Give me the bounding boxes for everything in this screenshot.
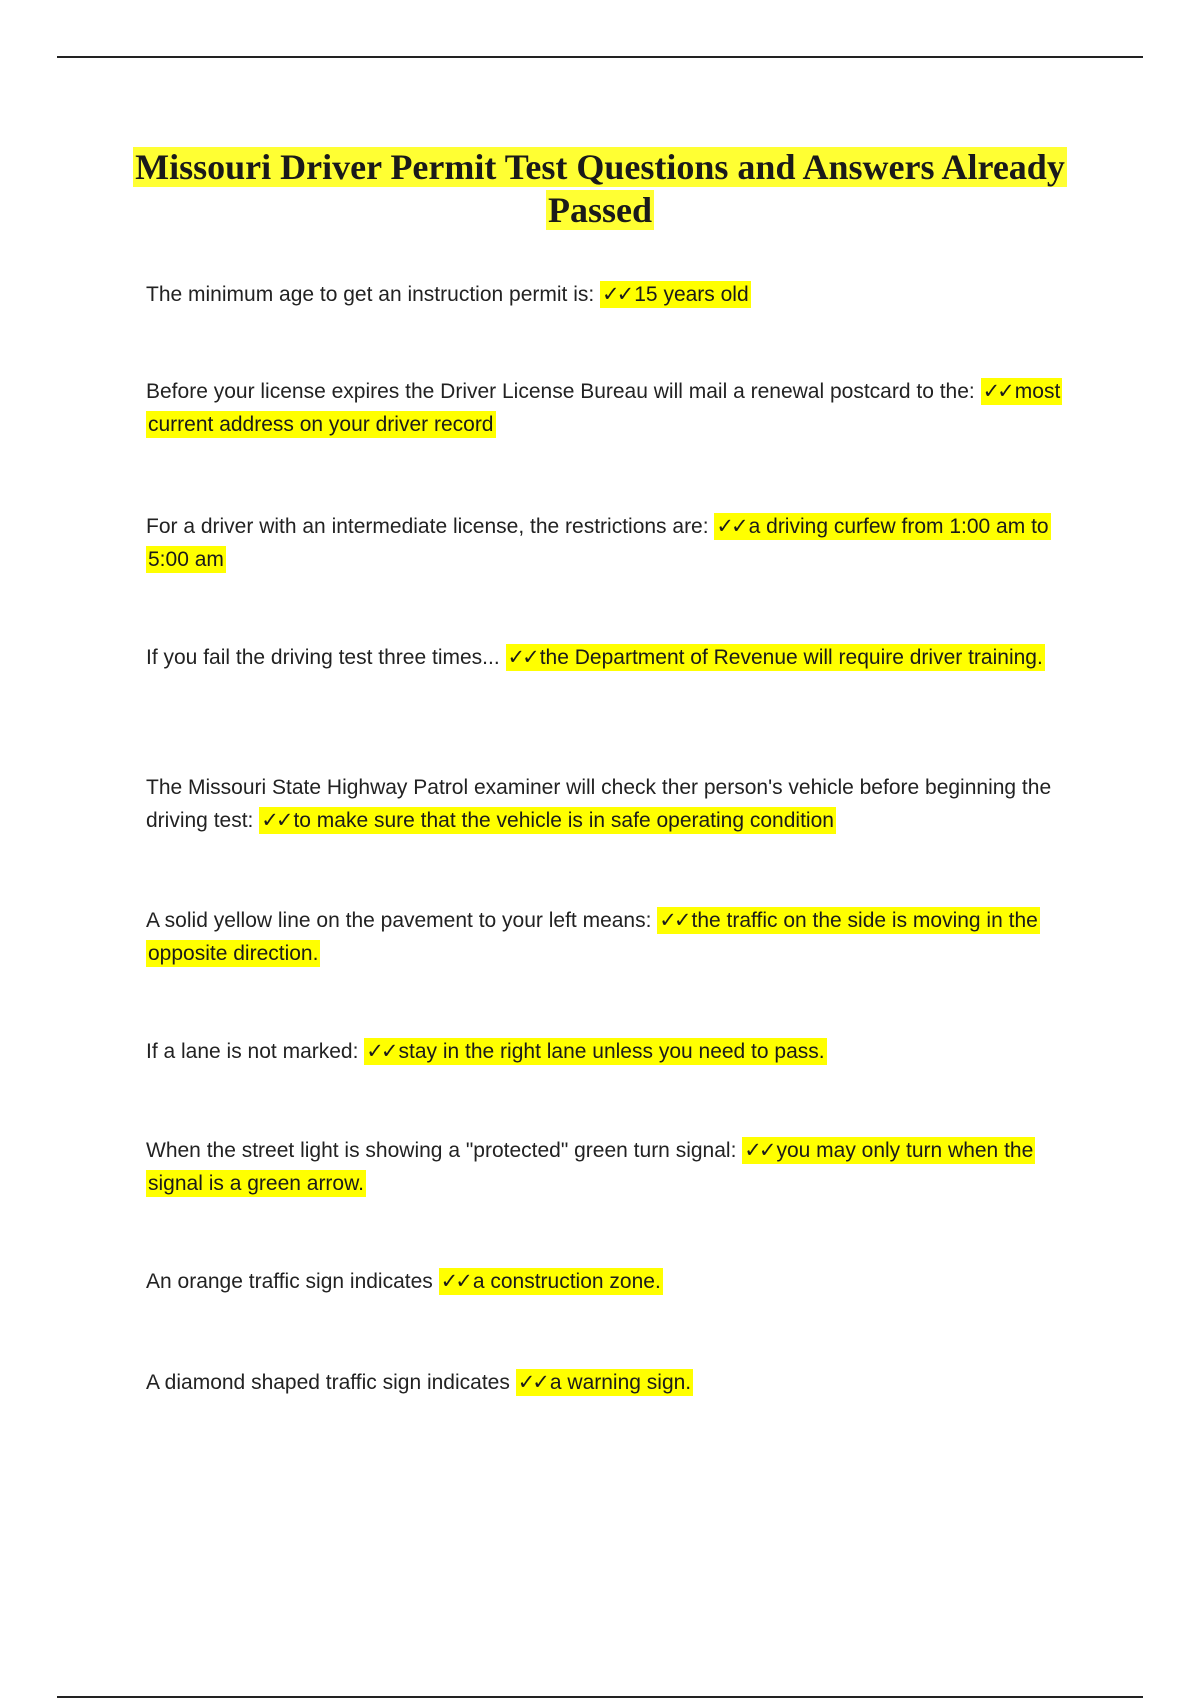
double-check-icon: ✓✓ — [602, 282, 632, 306]
answer-text: a warning sign. — [549, 1371, 692, 1394]
answer-highlight — [600, 281, 751, 308]
answer-text: to make sure that the vehicle is in safe operating condition — [293, 809, 834, 832]
answer-text: a driving curfew from 1:00 am to 5:00 am — [148, 515, 1049, 571]
question-text: A solid yellow line on the pavement to your left means: — [146, 909, 652, 932]
top-rule — [57, 56, 1143, 58]
answer-highlight — [259, 807, 836, 834]
qa-item-5 — [146, 771, 1076, 837]
qa-item-3 — [146, 510, 1076, 576]
qa-item-8 — [146, 1134, 1076, 1200]
question-text: The Missouri State Highway Patrol examiner will check ther person's vehicle before beginning the driving test: — [146, 776, 1052, 832]
question-text: For a driver with an intermediate license, the restrictions are: — [146, 515, 709, 538]
qa-item-7 — [146, 1035, 1076, 1068]
question-text: When the street light is showing a "protected" green turn signal: — [146, 1139, 737, 1162]
qa-item-4 — [146, 641, 1076, 674]
question-text: If you fail the driving test three times... — [146, 646, 500, 669]
qa-item-10 — [146, 1366, 1076, 1399]
double-check-icon: ✓✓ — [517, 1370, 547, 1394]
question-text: A diamond shaped traffic sign indicates — [146, 1371, 510, 1394]
answer-highlight — [516, 1369, 693, 1396]
question-text: An orange traffic sign indicates — [146, 1270, 433, 1293]
double-check-icon: ✓✓ — [744, 1138, 774, 1162]
answer-highlight — [364, 1038, 826, 1065]
answer-highlight — [439, 1268, 663, 1295]
answer-text: the Department of Revenue will require driver training. — [539, 646, 1043, 669]
qa-item-1 — [146, 278, 1076, 311]
answer-highlight — [506, 644, 1045, 671]
question-text: If a lane is not marked: — [146, 1040, 359, 1063]
double-check-icon: ✓✓ — [507, 645, 537, 669]
qa-item-9 — [146, 1265, 1076, 1298]
answer-text: stay in the right lane unless you need to pass. — [398, 1040, 825, 1063]
question-text: Before your license expires the Driver License Bureau will mail a renewal postcard to the: — [146, 380, 975, 403]
answer-text: 15 years old — [634, 283, 749, 306]
double-check-icon: ✓✓ — [261, 808, 291, 832]
double-check-icon: ✓✓ — [440, 1269, 470, 1293]
document-title — [120, 146, 1080, 232]
double-check-icon: ✓✓ — [716, 514, 746, 538]
answer-text: the traffic on the side is moving in the opposite direction. — [148, 909, 1038, 965]
bottom-rule — [57, 1696, 1143, 1698]
double-check-icon: ✓✓ — [982, 379, 1012, 403]
double-check-icon: ✓✓ — [659, 908, 689, 932]
question-text: The minimum age to get an instruction permit is: — [146, 283, 595, 306]
answer-text: you may only turn when the signal is a green arrow. — [148, 1139, 1034, 1195]
answer-text: a construction zone. — [472, 1270, 661, 1293]
double-check-icon: ✓✓ — [366, 1039, 396, 1063]
answer-text: most current address on your driver record — [148, 380, 1061, 436]
qa-item-6 — [146, 904, 1076, 970]
qa-item-2 — [146, 375, 1076, 441]
document-title-text: Missouri Driver Permit Test Questions and Answers Already Passed — [135, 147, 1065, 230]
